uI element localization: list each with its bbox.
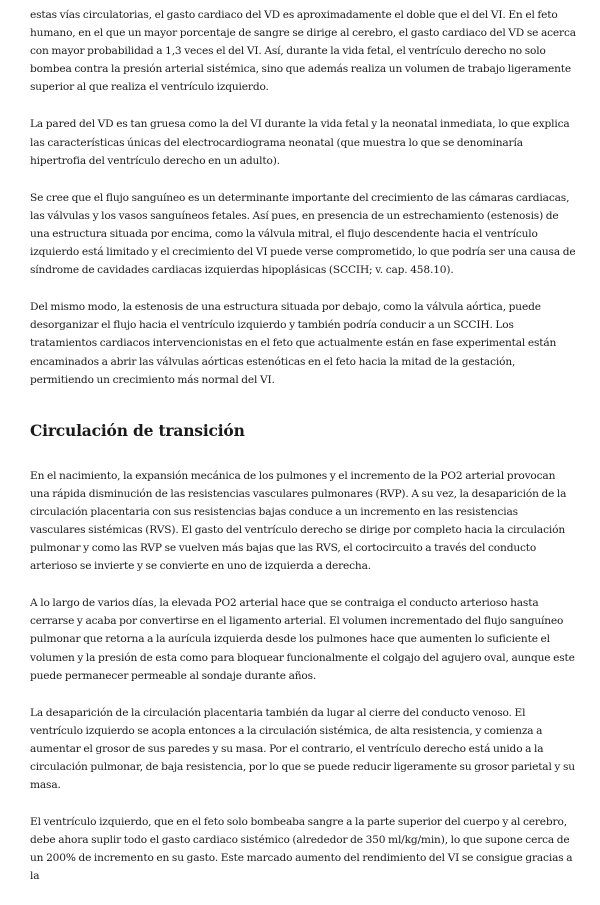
paragraph-vd-output: estas vías circulatorias, el gasto cardiaco del VD es aproximadamente el doble que el del VI. En el feto humano, en el que un mayor porcentaje de sangre se dirige al cerebro, el gasto cardiaco del VD se acerca con mayor probabilidad a 1,3 veces el del VI. Así, durante la vida fetal, el ventrículo derecho no solo bombea contra la presión arterial sistémica, sino que además realiza un volumen de trabajo ligeramente superior al que realiza el ventrículo izquierdo. xyxy=(30,9,576,94)
paragraph-vd-wall: La pared del VD es tan gruesa como la del VI durante la vida fetal y la neonatal inmediata, lo que explica las características únicas del electrocardiograma neonatal (que muestra lo que se denominaría hipertrofia del ventrículo derecho en un adulto). xyxy=(30,118,570,167)
paragraph-lv-output: El ventrículo izquierdo, que en el feto solo bombeaba sangre a la parte superior del cuerpo y al cerebro, debe ahora suplir todo el gasto cardiaco sistémico (alrededor de 350 ml/kg/min), lo que supone cerca de un 200% de incremento en su gasto. Este marcado aumento del rendimiento del VI se consigue gracias a la xyxy=(30,816,573,883)
paragraph-birth-changes: En el nacimiento, la expansión mecánica de los pulmones y el incremento de la PO2 arterial provocan una rápida disminución de las resistencias vasculares pulmonares (RVP). A su vez, la desaparición de la circulación placentaria con sus resistencias bajas conduce a un incremento en las resistencias vasculares sistémicas (RVS). El gasto del ventrículo derecho se dirige por completo hacia la circulación pulmonar y como las RVP se vuelven más bajas que las RVS, el cortocircuito a través del conducto arterioso se invierte y se convierte en uno de izquierda a derecha. xyxy=(30,469,567,573)
paragraph-blood-flow-growth: Se cree que el flujo sanguíneo es un determinante importante del crecimiento de las cámaras cardiacas, las válvulas y los vasos sanguíneos fetales. Así pues, en presencia de un estrechamiento (estenosis) de una estructura situada por encima, como la válvula mitral, el flujo descendente hacia el ventrículo izquierdo está limitado y el crecimiento del VI puede verse comprometido, lo que podría ser una causa de síndrome de cavidades cardiacas izquierdas hipoplásicas (SCCIH; v. cap. 458.10). xyxy=(30,191,576,277)
document-page xyxy=(30,6,576,905)
section-title: Circulación de transición xyxy=(30,420,245,440)
paragraph-aortic-stenosis: Del mismo modo, la estenosis de una estructura situada por debajo, como la válvula aórtica, puede desorganizar el flujo hacia el ventrículo izquierdo y también podría conducir a un SCCIH. Los tratamientos cardiacos intervencionistas en el feto que actualmente están en fase experimental están encaminados a abrir las válvulas aórticas estenóticas en el feto hacia la mitad de la gestación, permitiendo un crecimiento más normal del VI. xyxy=(30,301,557,386)
paragraph-ductus-closure: A lo largo de varios días, la elevada PO2 arterial hace que se contraiga el conducto arterioso hasta cerrarse y acaba por convertirse en el ligamento arterial. El volumen incrementado del flujo sanguíneo pulmonar que retorna a la aurícula izquierda desde los pulmones hace que aumenten lo suficiente el volumen y la presión de esta como para bloquear funcionalmente el colgajo del agujero oval, aunque este puede permanecer permeable al sondaje durante años. xyxy=(30,597,575,682)
paragraph-placental-loss: La desaparición de la circulación placentaria también da lugar al cierre del conducto venoso. El ventrículo izquierdo se acopla entonces a la circulación sistémica, de alta resistencia, y comienza a aumentar el grosor de sus paredes y su masa. Por el contrario, el ventrículo derecho está unido a la circulación pulmonar, de baja resistencia, por lo que se puede reducir ligeramente su grosor parietal y su masa. xyxy=(30,706,575,792)
